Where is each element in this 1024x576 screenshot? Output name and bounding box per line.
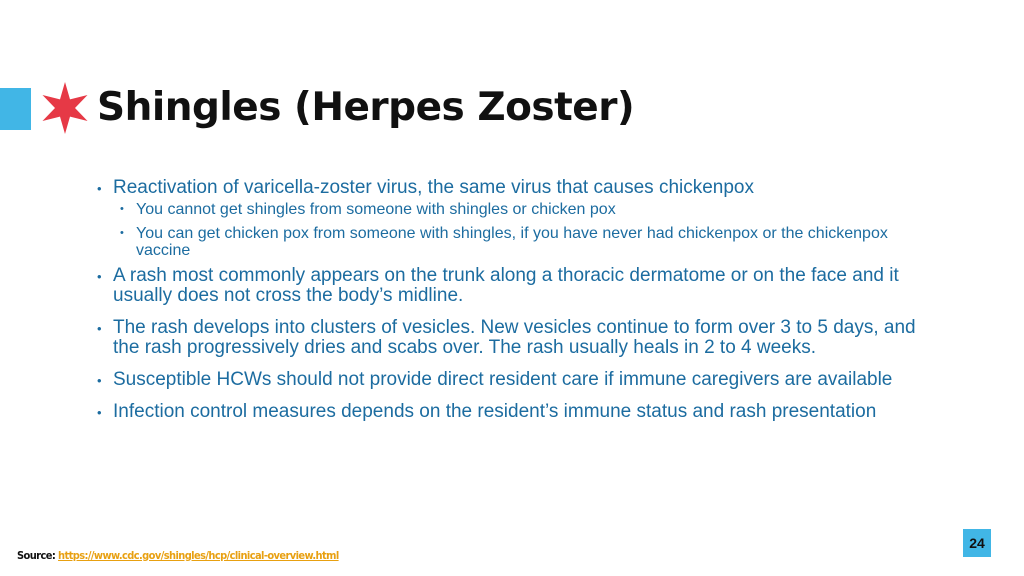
sub-bullet-text: You can get chicken pox from someone with shingles, if you have never had chickenpox or the chickenpox vaccine xyxy=(136,225,888,259)
six-point-star-icon xyxy=(40,80,90,136)
bullet-list xyxy=(97,178,937,434)
source-label: Source: xyxy=(17,549,56,562)
source-citation xyxy=(17,549,339,562)
slide-title: Shingles (Herpes Zoster) xyxy=(97,85,635,130)
bullet-marker: • xyxy=(97,321,102,336)
bullet-marker: • xyxy=(120,203,124,215)
bullet-marker: • xyxy=(97,405,102,420)
bullet-text: The rash develops into clusters of vesicles. New vesicles continue to form over 3 to 5 days, and the rash progressively dries and scabs over. The rash usually heals in 2 to 4 weeks. xyxy=(113,317,916,358)
bullet-item xyxy=(97,178,937,259)
sub-bullet-text: You cannot get shingles from someone with shingles or chicken pox xyxy=(136,201,616,218)
sub-bullet-item xyxy=(113,201,937,218)
sub-bullet-item xyxy=(113,225,937,259)
bullet-item xyxy=(97,266,937,306)
bullet-text: Infection control measures depends on the resident’s immune status and rash presentation xyxy=(113,401,877,422)
bullet-marker: • xyxy=(120,227,124,239)
bullet-item xyxy=(97,402,937,422)
bullet-marker: • xyxy=(97,373,102,388)
bullet-item xyxy=(97,318,937,358)
source-link[interactable]: https://www.cdc.gov/shingles/hcp/clinical-overview.html xyxy=(58,549,339,562)
sub-bullet-list xyxy=(113,201,937,259)
page-number-badge: 24 xyxy=(963,529,991,557)
title-accent-bar xyxy=(0,88,31,130)
bullet-text: A rash most commonly appears on the trunk along a thoracic dermatome or on the face and it usually does not cross the body’s midline. xyxy=(113,265,899,306)
bullet-item xyxy=(97,370,937,390)
bullet-text: Reactivation of varicella-zoster virus, the same virus that causes chickenpox xyxy=(113,177,754,198)
bullet-marker: • xyxy=(97,269,102,284)
bullet-text: Susceptible HCWs should not provide direct resident care if immune caregivers are available xyxy=(113,369,893,390)
bullet-marker: • xyxy=(97,181,102,196)
